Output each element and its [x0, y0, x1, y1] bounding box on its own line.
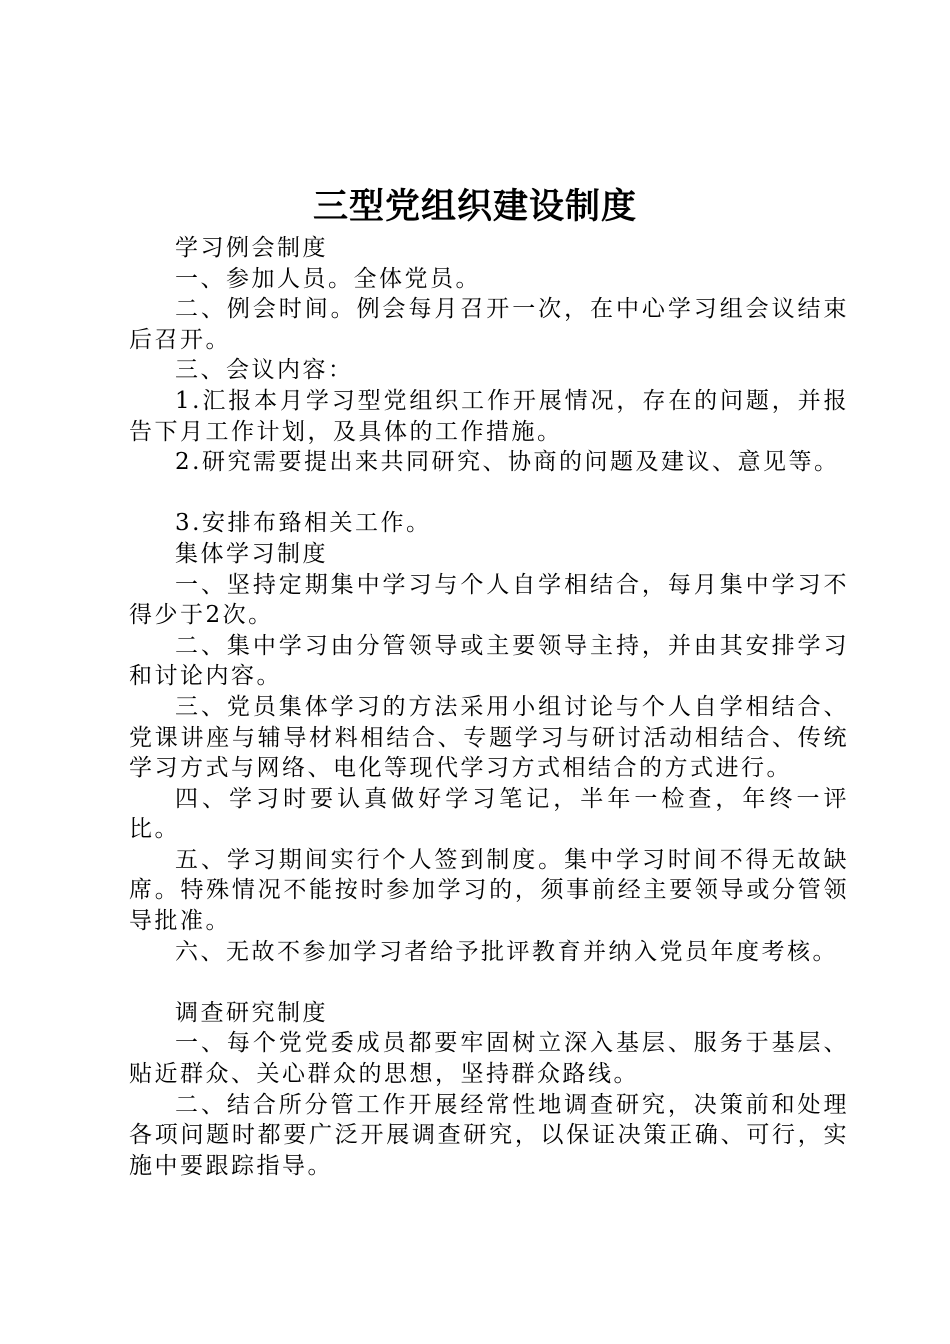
paragraph: 三、党员集体学习的方法采用小组讨论与个人自学相结合、党课讲座与辅导材料相结合、专题学习与研讨活动相结合、传统学习方式与网络、电化等现代学习方式相结合的方式进行。	[129, 693, 849, 782]
paragraph: 1.汇报本月学习型党组织工作开展情况，存在的问题，并报告下月工作计划，及具体的工作措施。	[129, 387, 849, 445]
paragraph: 六、无故不参加学习者给予批评教育并纳入党员年度考核。	[175, 938, 838, 965]
blank-line	[129, 967, 849, 998]
blank-line	[129, 478, 849, 509]
paragraph: 一、参加人员。全体党员。	[175, 265, 481, 292]
paragraph: 一、每个党党委成员都要牢固树立深入基层、服务于基层、贴近群众、关心群众的思想，坚持群众路线。	[129, 1030, 849, 1088]
paragraph: 二、结合所分管工作开展经常性地调查研究，决策前和处理各项问题时都要广泛开展调查研究，以保证决策正确、可行，实施中要跟踪指导。	[129, 1091, 849, 1179]
paragraph: 二、集中学习由分管领导或主要领导主持，并由其安排学习和讨论内容。	[129, 632, 849, 690]
paragraph: 调查研究制度	[175, 999, 328, 1026]
paragraph: 二、例会时间。例会每月召开一次，在中心学习组会议结束后召开。	[129, 296, 849, 353]
paragraph: 五、学习期间实行个人签到制度。集中学习时间不得无故缺席。特殊情况不能按时参加学习的，须事前经主要领导或分管领导批准。	[129, 846, 849, 935]
paragraph: 3.安排布臵相关工作。	[175, 510, 432, 537]
paragraph: 四、学习时要认真做好学习笔记，半年一检查，年终一评比。	[129, 785, 849, 843]
paragraph: 2.研究需要提出来共同研究、协商的问题及建议、意见等。	[175, 449, 840, 476]
paragraph: 三、会议内容：	[175, 357, 354, 384]
paragraph: 一、坚持定期集中学习与个人自学相结合，每月集中学习不得少于2次。	[129, 571, 849, 629]
paragraph: 学习例会制度	[175, 235, 328, 261]
document-title: 三型党组织建设制度	[312, 186, 637, 227]
document-body	[129, 233, 849, 1181]
paragraph: 集体学习制度	[175, 540, 328, 567]
